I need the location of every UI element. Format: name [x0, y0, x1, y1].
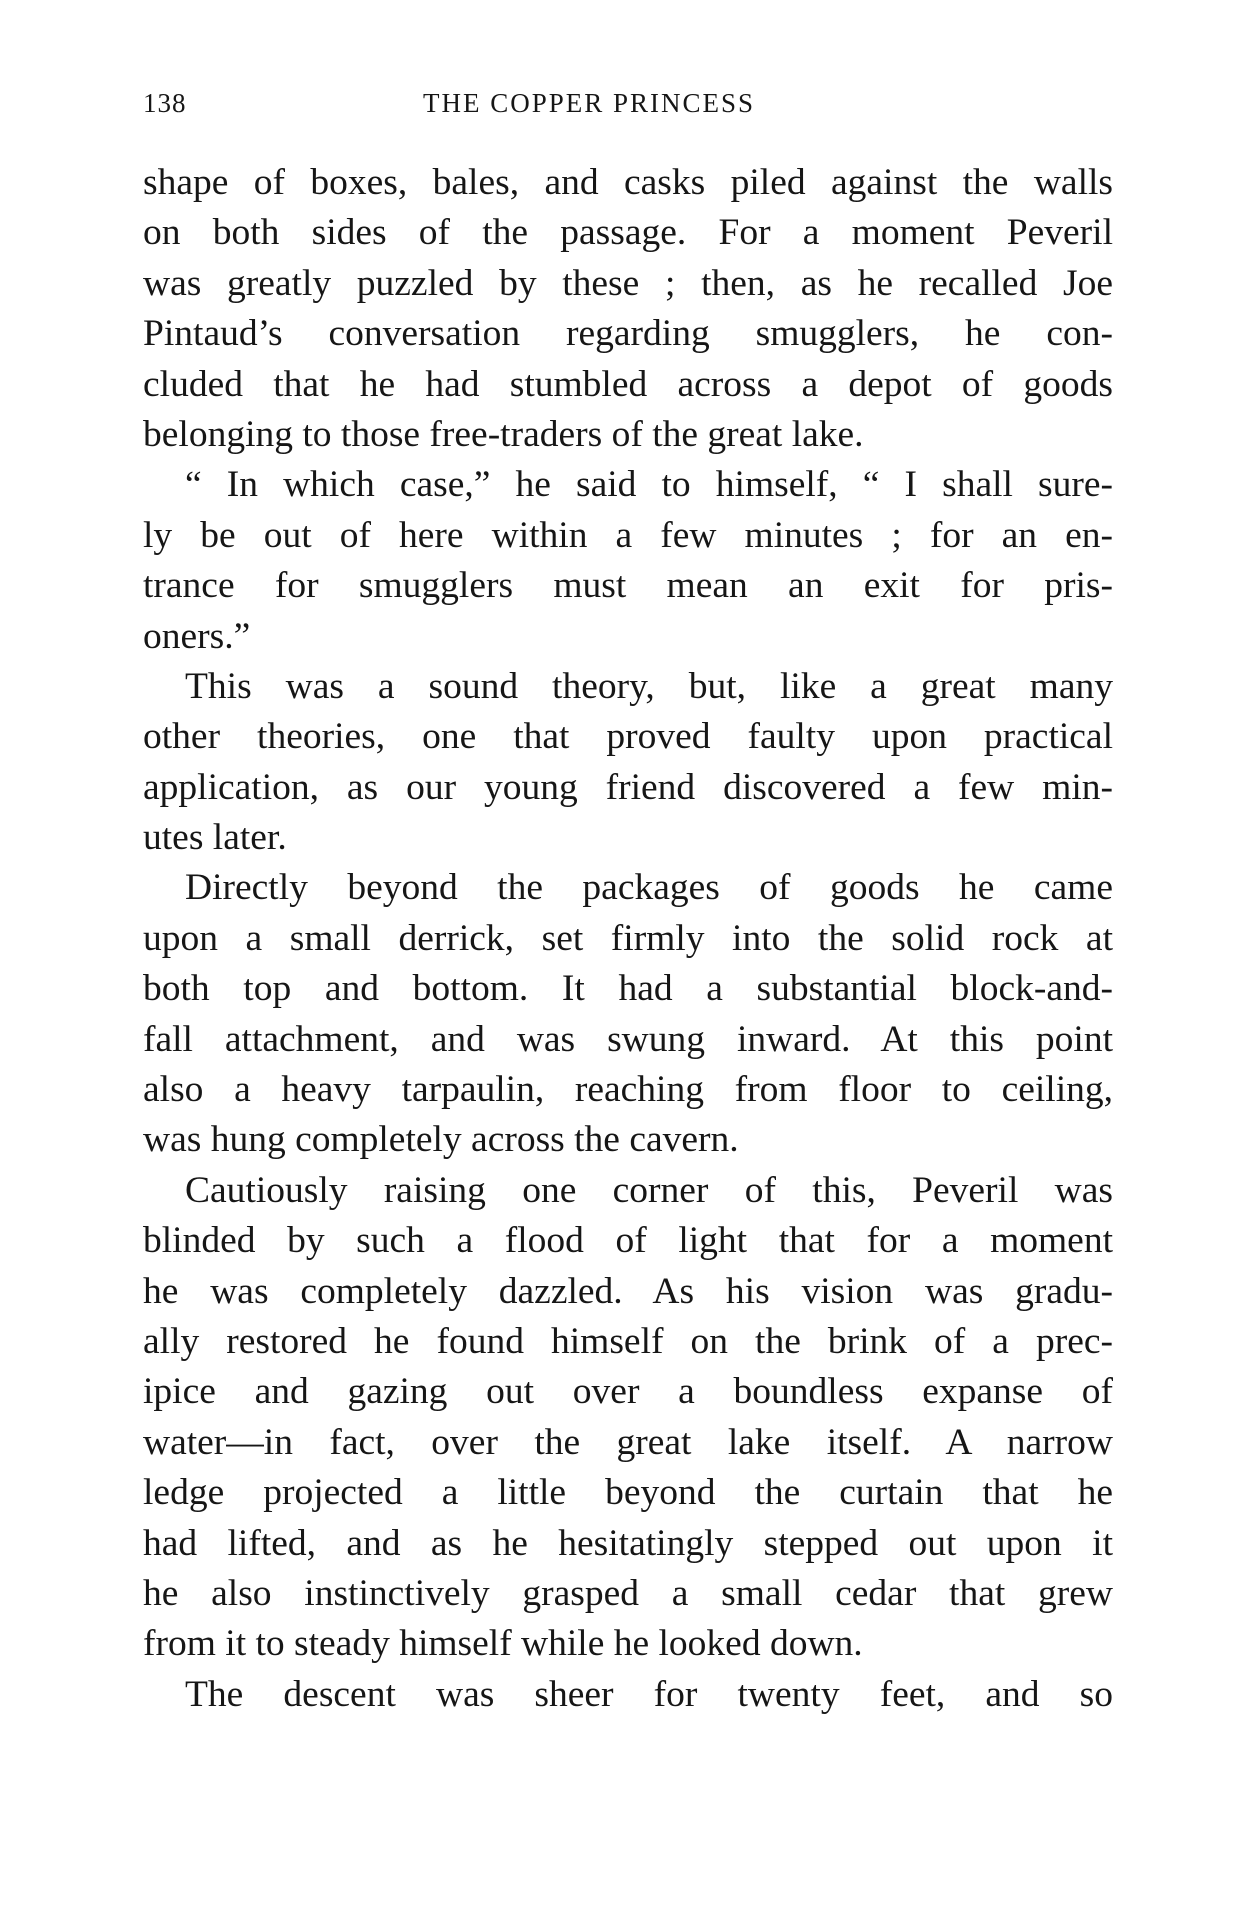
text-line: The descent was sheer for twenty feet, and so [185, 1673, 1113, 1715]
text-line: trance for smugglers must mean an exit for pris- [143, 565, 1113, 607]
text-line: ipice and gazing out over a boundless expanse of [143, 1371, 1113, 1413]
text-line: Directly beyond the packages of goods he came [185, 867, 1113, 909]
text-line: from it to steady himself while he looked down. [143, 1623, 863, 1665]
text-line: fall attachment, and was swung inward. At this point [143, 1018, 1113, 1060]
body-text [143, 158, 1113, 1720]
running-title: THE COPPER PRINCESS [423, 88, 756, 118]
text-line: also a heavy tarpaulin, reaching from floor to ceiling, [143, 1069, 1113, 1111]
text-line: had lifted, and as he hesitatingly stepped out upon it [143, 1522, 1113, 1564]
text-line: Cautiously raising one corner of this, Peveril was [185, 1169, 1113, 1211]
running-head [143, 88, 1113, 128]
text-line: cluded that he had stumbled across a depot of goods [143, 363, 1113, 405]
text-line: belonging to those free-traders of the great lake. [143, 413, 864, 455]
text-line: upon a small derrick, set firmly into the solid rock at [143, 917, 1113, 959]
text-line: “ In which case,” he said to himself, “ I shall sure- [185, 464, 1113, 506]
text-line: blinded by such a flood of light that for a moment [143, 1220, 1113, 1262]
text-line: This was a sound theory, but, like a great many [185, 665, 1113, 707]
text-line: was hung completely across the cavern. [143, 1119, 739, 1161]
text-line: was greatly puzzled by these ; then, as he recalled Joe [143, 262, 1113, 304]
text-line: he also instinctively grasped a small cedar that grew [143, 1572, 1113, 1614]
page-number: 138 [143, 88, 187, 118]
text-line: he was completely dazzled. As his vision was gradu- [143, 1270, 1113, 1312]
text-line: shape of boxes, bales, and casks piled against the walls [143, 162, 1113, 203]
text-line: oners.” [143, 615, 251, 657]
text-line: Pintaud’s conversation regarding smugglers, he con- [143, 313, 1113, 355]
text-line: on both sides of the passage. For a moment Peveril [143, 212, 1113, 254]
text-line: water—in fact, over the great lake itself. A narrow [143, 1421, 1113, 1463]
text-line: both top and bottom. It had a substantial block-and- [143, 968, 1113, 1010]
text-line: ally restored he found himself on the brink of a prec- [143, 1320, 1113, 1362]
text-line: application, as our young friend discovered a few min- [143, 766, 1113, 808]
text-line: other theories, one that proved faulty upon practical [143, 716, 1113, 758]
text-line: utes later. [143, 817, 287, 859]
text-line: ly be out of here within a few minutes ; for an en- [143, 514, 1113, 556]
text-line: ledge projected a little beyond the curtain that he [143, 1472, 1113, 1514]
